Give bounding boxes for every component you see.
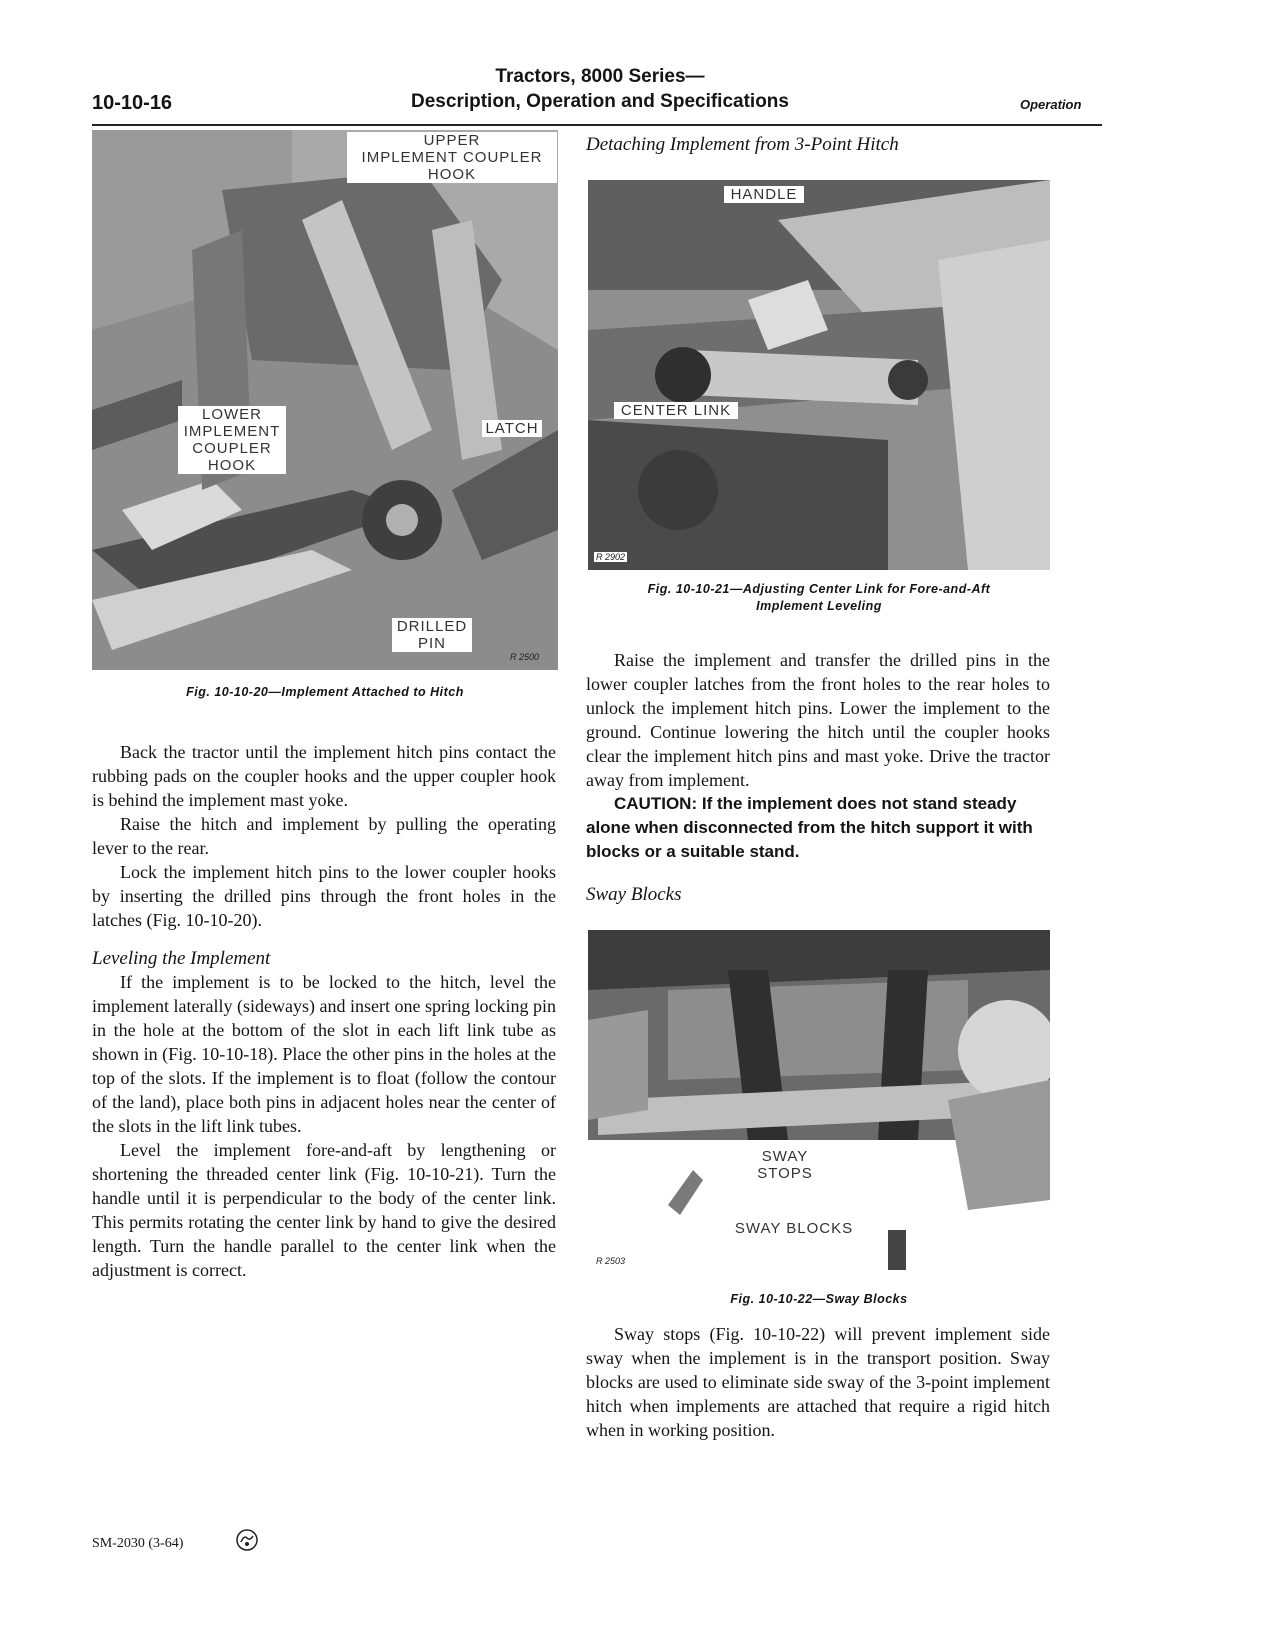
header-rule [92,124,1102,126]
callout-center-link: CENTER LINK [614,402,738,419]
deere-logo-icon [236,1529,258,1551]
page-title-line1: Tractors, 8000 Series— [495,66,705,87]
caution-label: CAUTION: [614,794,698,813]
heading-sway-blocks: Sway Blocks [586,884,682,905]
page-title-line2: Description, Operation and Specifications [411,91,789,112]
paragraph-back-tractor: Back the tractor until the implement hitch pins contact the rubbing pads on the coupler hooks and the upper coupler hook is behind the implement mast yoke. [92,742,556,810]
paragraph-level-fore-aft: Level the implement fore-and-aft by lengthening or shortening the threaded center link (Fig. 10-10-21). Turn the handle until it is perpendicular to the body of the center link. This permits rotating the center link by hand to give the desired length. Turn the handle parallel to the center link when the adjustment is correct. [92,1140,556,1280]
callout-lower-coupler-hook: LOWER IMPLEMENT COUPLER HOOK [178,406,286,474]
caution-text: If the implement does not stand steady alone when disconnected from the hitch support it with blocks or a suitable stand. [586,794,1033,861]
figure-10-10-21-caption [588,581,1050,615]
figure-10-10-22-caption: Fig. 10-10-22—Sway Blocks [730,1292,908,1306]
right-column-text [586,648,1050,906]
paragraph-sway-stops: Sway stops (Fig. 10-10-22) will prevent implement side sway when the implement is in the transport position. Sway blocks are used to eliminate side sway of the 3-point implement hitch when implements are attached that require a rigid hitch when in working position. [586,1324,1050,1440]
callout-handle: HANDLE [724,186,804,203]
callout-sway-stops: SWAY STOPS [757,1148,813,1182]
figure-10-10-22-photo [588,930,1050,1270]
right-column-bottom [586,1322,1050,1442]
paragraph-raise-hitch: Raise the hitch and implement by pulling the operating lever to the rear. [92,814,556,858]
page-title [320,64,880,114]
figure-10-10-21-caption-line1: Fig. 10-10-21—Adjusting Center Link for Fore-and-Aft [647,582,991,596]
page-number: 10-10-16 [92,92,173,114]
paragraph-detach-steps: Raise the implement and transfer the drilled pins in the lower coupler latches from the front holes to the rear holes to unlock the implement hitch pins. Lower the implement to the ground. Continue lowering the hitch until the coupler hooks clear the implement hitch pins and mast yoke. Drive the tractor away from implement. [586,650,1050,790]
paragraph-level-laterally: If the implement is to be locked to the hitch, level the implement laterally (sideways) and insert one spring locking pin in the hole at the bottom of the slot in each lift link tube as shown in (Fig. 10-10-18). Place the other pins in the holes at the top of the slots. If the implement is to float (follow the contour of the land), place both pins in adjacent holes near the center of the slots in the lift link tubes. [92,972,556,1136]
caution-note [586,792,1050,864]
footer-code: SM-2030 (3-64) [92,1536,184,1551]
section-label: Operation [1020,97,1082,112]
callout-sway-blocks: SWAY BLOCKS [734,1220,854,1237]
figure-ref-r2902: R 2902 [596,552,626,562]
callout-drilled-pin: DRILLED PIN [392,618,472,652]
figure-10-10-20-caption: Fig. 10-10-20—Implement Attached to Hitch [186,685,464,699]
heading-leveling: Leveling the Implement [92,948,271,969]
figure-10-10-21-caption-line2: Implement Leveling [756,599,882,613]
callout-upper-coupler-hook: UPPER IMPLEMENT COUPLER HOOK [347,132,557,183]
figure-10-10-21-photo [588,180,1050,570]
figure-10-10-20-photo [92,130,558,670]
callout-latch: LATCH [482,420,542,437]
figure-ref-r2503: R 2503 [596,1256,626,1266]
figure-ref-r2500: R 2500 [510,652,540,662]
left-column [92,740,556,1282]
paragraph-lock-pins: Lock the implement hitch pins to the lower coupler hooks by inserting the drilled pins through the front holes in the latches (Fig. 10-10-20). [92,862,556,930]
heading-detaching: Detaching Implement from 3-Point Hitch [586,134,899,155]
